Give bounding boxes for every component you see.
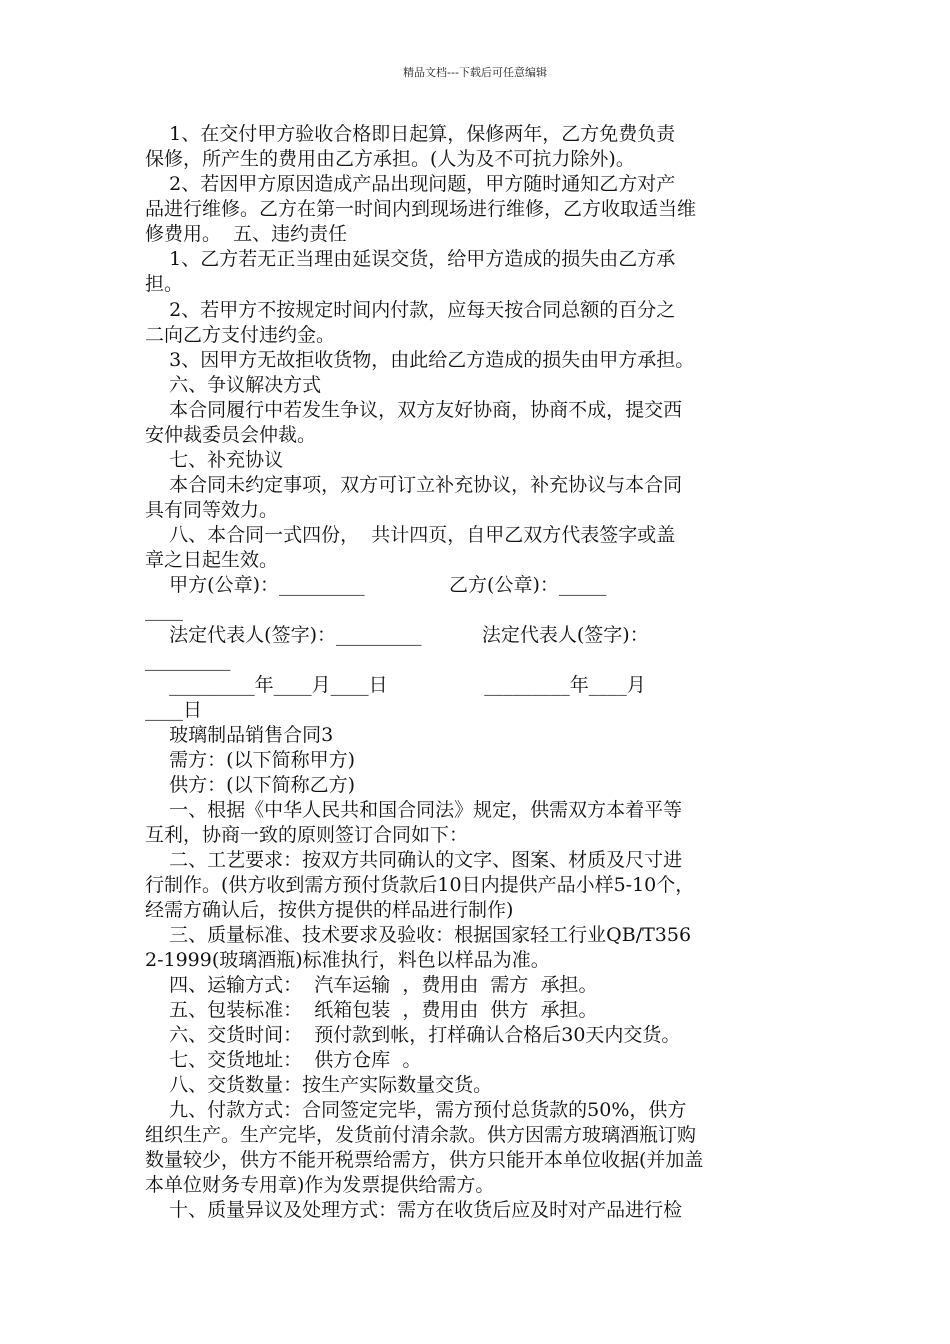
- text-line: 玻璃制品销售合同3: [145, 724, 334, 746]
- text-line: 二向乙方支付违约金。: [145, 324, 336, 346]
- text-line: 八、交货数量：按生产实际数量交货。: [145, 1074, 493, 1096]
- text-line: 四、运输方式： 汽车运输 ，费用由 需方 承担。: [145, 974, 598, 996]
- text-line: 本单位财务专用章)作为发票提供给需方。: [145, 1174, 495, 1196]
- text-line: 保修，所产生的费用由乙方承担。(人为及不可抗力除外)。: [145, 148, 635, 170]
- text-line: _________: [145, 649, 231, 671]
- text-line: 互利，协商一致的原则签订合同如下：: [145, 824, 469, 846]
- page-header: 精品文档---下载后可任意编辑: [403, 66, 547, 79]
- text-line: 七、交货地址： 供方仓库 。: [145, 1049, 422, 1071]
- text-line: 三、质量标准、技术要求及验收：根据国家轻工行业QB/T356: [145, 924, 692, 946]
- text-line: 担。: [145, 273, 184, 295]
- text-line: 五、包装标准： 纸箱包装 ，费用由 供方 承担。: [145, 999, 598, 1021]
- text-line: 组织生产。生产完毕，发货前付清余款。供方因需方玻璃酒瓶订购: [145, 1124, 697, 1146]
- text-line: 十、质量异议及处理方式：需方在收货后应及时对产品进行检: [145, 1199, 683, 1221]
- text-line: 经需方确认后，按供方提供的样品进行制作): [145, 899, 514, 921]
- text-line: 六、交货时间： 预付款到帐，打样确认合格后30天内交货。: [145, 1024, 681, 1046]
- text-line: 数量较少，供方不能开税票给需方，供方只能开本单位收据(并加盖: [145, 1149, 704, 1171]
- text-line: 一、根据《中华人民共和国合同法》规定，供需双方本着平等: [145, 799, 683, 821]
- text-line: 本合同未约定事项，双方可订立补充协议，补充协议与本合同: [145, 474, 683, 496]
- text-line: 行制作。(供方收到需方预付货款后10日内提供产品小样5-10个，: [145, 874, 695, 896]
- text-line: 八、本合同一式四份， 共计四页，自甲乙双方代表签字或盖: [145, 524, 676, 546]
- text-line: 1、在交付甲方验收合格即日起算，保修两年，乙方免费负责: [145, 123, 676, 145]
- text-line: 二、工艺要求：按双方共同确认的文字、图案、材质及尺寸进: [145, 849, 683, 871]
- text-line: ____: [145, 599, 183, 621]
- text-line: 2-1999(玻璃酒瓶)标准执行，料色以样品为准。: [145, 949, 550, 971]
- text-line: 具有同等效力。: [145, 499, 279, 521]
- text-line: 法定代表人(签字)：_________ 法定代表人(签字)：: [145, 624, 649, 646]
- text-line: 2、若甲方不按规定时间内付款，应每天按合同总额的百分之: [145, 299, 676, 321]
- text-line: 需方：(以下简称甲方): [145, 749, 355, 771]
- text-line: 六、争议解决方式: [145, 374, 322, 396]
- text-line: _________年____月____日 _________年____月: [145, 674, 646, 696]
- text-line: 3、因甲方无故拒收货物，由此给乙方造成的损失由甲方承担。: [145, 349, 695, 371]
- text-line: 甲方(公章)：_________ 乙方(公章)：_____: [145, 574, 607, 596]
- text-line: 2、若因甲方原因造成产品出现问题，甲方随时通知乙方对产: [145, 173, 676, 195]
- text-line: 章之日起生效。: [145, 549, 279, 571]
- text-line: 九、付款方式：合同签定完毕，需方预付总货款的50%，供方: [145, 1099, 687, 1121]
- text-line: ____日: [145, 699, 203, 721]
- text-line: 1、乙方若无正当理由延误交货，给甲方造成的损失由乙方承: [145, 248, 676, 270]
- text-line: 修费用。 五、违约责任: [145, 223, 348, 245]
- text-line: 七、补充协议: [145, 449, 284, 471]
- text-line: 品进行维修。乙方在第一时间内到现场进行维修，乙方收取适当维: [145, 198, 697, 220]
- text-line: 安仲裁委员会仲裁。: [145, 424, 317, 446]
- text-line: 本合同履行中若发生争议，双方友好协商，协商不成，提交西: [145, 399, 683, 421]
- text-line: 供方：(以下简称乙方): [145, 774, 355, 796]
